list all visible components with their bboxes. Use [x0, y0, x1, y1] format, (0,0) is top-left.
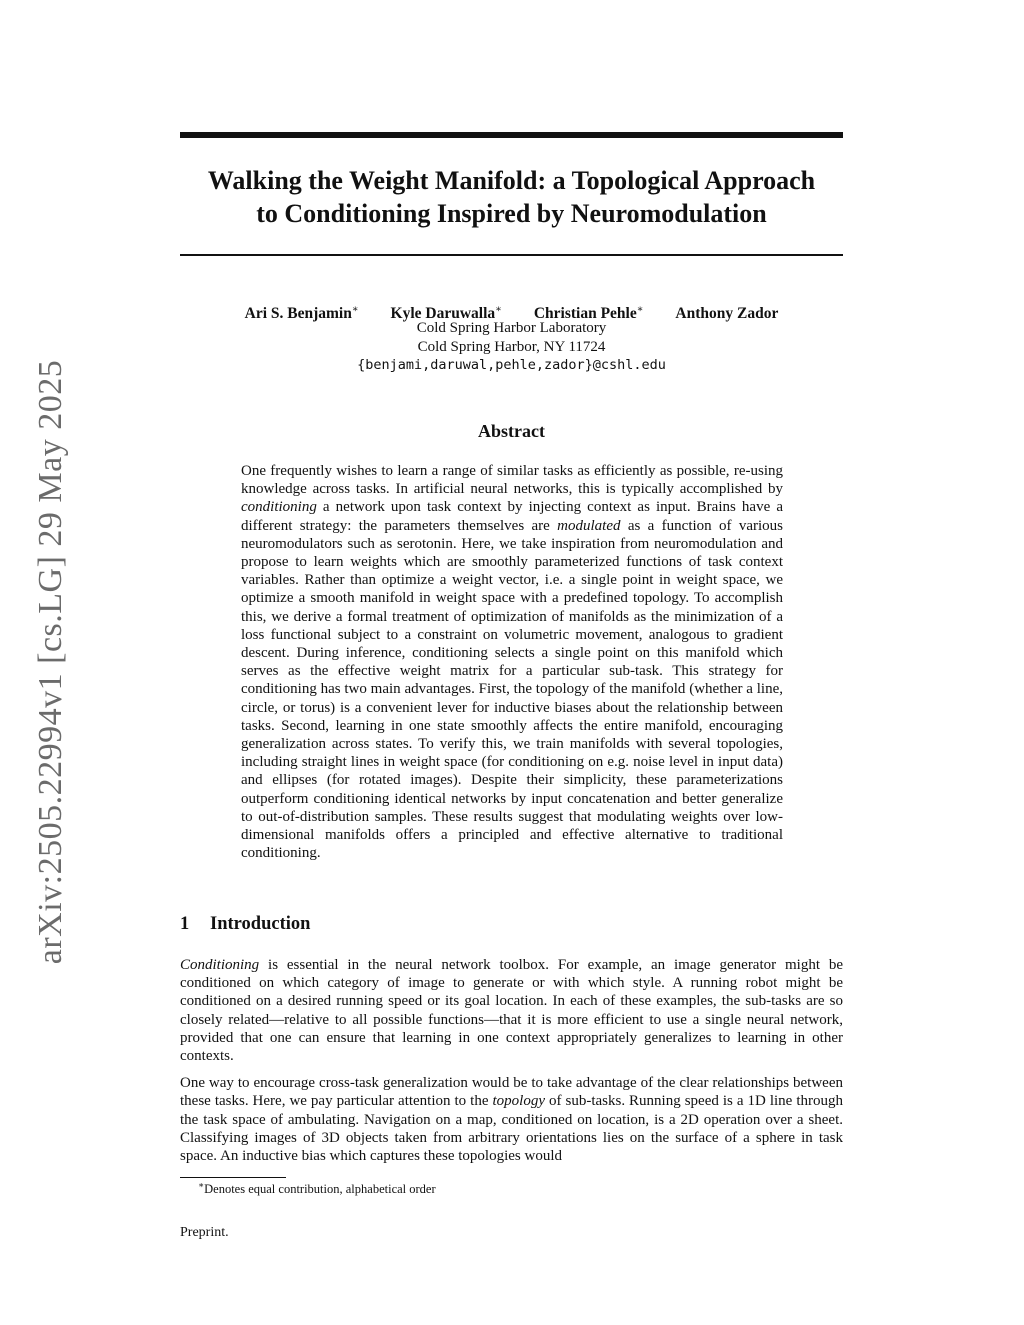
- equal-contribution-mark: ∗: [495, 304, 502, 315]
- text-span: as a function of various neuromodulators such as serotonin. Here, we take inspiration from neuromodulation and propose to learn weights which are smoothly parameterized functions of task context variables. Rather than optimize a weight vector, i.e. a single point in weight space, we optimize a smooth manifold in weight space with a predefined topology. To accomplish this, we derive a formal treatment of optimization of manifolds as the minimization of a loss functional subject to a constraint on volumetric movement, analogous to gradient descent. During inference, conditioning selects a single point on this manifold which serves as the effective weight matrix for a particular sub-task. This strategy for conditioning has two main advantages. First, the topology of the manifold (whether a line, circle, or torus) is a convenient lever for inductive biases about the relationship between tasks. Second, learning in one state smoothly affects the entire manifold, encouraging generalization across states. To verify this, we train manifolds with several topologies, including straight lines in weight space (for conditioning on e.g. noise level in input data) and ellipses (for rotated images). Despite their simplicity, these parameterizations outperform conditioning identical networks by input concatenation and better generalize to out-of-distribution samples. These results suggest that modulating weights over low-dimensional manifolds offers a principled and effective alternative to traditional conditioning.: [241, 517, 783, 862]
- title-top-rule: [180, 132, 843, 138]
- title-bottom-rule: [180, 254, 843, 256]
- introduction-body: [180, 956, 843, 1174]
- text-span: of sub-tasks. Running speed is a 1D line through the task space of ambulating. Navigation on a map, conditioned on location, is a 2D operation over a sheet. Classifying images of 3D objects taken from arbitrary orientations lies on the surface of a sphere in task space. An inductive bias which captures these topologies would: [180, 1093, 843, 1165]
- abstract-paragraph: [241, 462, 783, 862]
- section-number: 1: [180, 914, 190, 934]
- address: Cold Spring Harbor, NY 11724: [417, 338, 606, 355]
- affiliation-block: [180, 319, 843, 375]
- paper-title: [170, 164, 853, 230]
- author-name: Anthony Zador: [675, 305, 779, 323]
- footnote-text: Denotes equal contribution, alphabetical order: [204, 1182, 436, 1197]
- text-span: a network upon task context by injecting context as input. Brains have a different strategy: the parameters themselves are: [241, 499, 783, 534]
- author-name: Christian Pehle: [533, 305, 637, 323]
- section-title: Introduction: [210, 914, 311, 934]
- emphasis: conditioning: [241, 499, 317, 516]
- text-span: is essential in the neural network toolbox. For example, an image generator might be conditioned on which category of image to generate or with which style. A running robot might be conditioned on a desired running speed or its goal location. In each of these examples, the sub-tasks are so closely related—relative to all possible functions—that it is more efficient to use a single neural network, provided that one can ensure that learning in one context appropriately generalizes to learning in other contexts.: [180, 957, 843, 1065]
- text-span: One frequently wishes to learn a range of similar tasks as efficiently as possible, re-using knowledge across tasks. In artificial neural networks, this is typically accomplished by: [241, 463, 783, 498]
- abstract-body: [241, 462, 783, 862]
- intro-paragraph-1: [180, 956, 843, 1065]
- footnote: [198, 1180, 436, 1197]
- text-span: One way to encourage cross-task generalization would be to take advantage of the clear relationships between these tasks. Here, we pay particular attention to the: [180, 1075, 843, 1110]
- intro-paragraph-2: [180, 1074, 843, 1165]
- arxiv-identifier: arXiv:2505.22994v1 [cs.LG] 29 May 2025: [32, 359, 69, 965]
- footnote-rule: [180, 1177, 286, 1178]
- emphasis: topology: [492, 1093, 545, 1110]
- equal-contribution-mark: ∗: [636, 304, 644, 315]
- institution: Cold Spring Harbor Laboratory: [416, 320, 607, 336]
- title-line-2: to Conditioning Inspired by Neuromodulation: [256, 199, 767, 228]
- emphasis: Conditioning: [180, 957, 260, 973]
- author-name: Kyle Daruwalla: [390, 305, 496, 323]
- section-heading-introduction: [180, 914, 310, 935]
- emphasis: modulated: [557, 517, 621, 534]
- title-line-1: Walking the Weight Manifold: a Topological Approach: [207, 166, 816, 195]
- preprint-label: Preprint.: [180, 1225, 229, 1240]
- author-name: Ari S. Benjamin: [244, 305, 352, 323]
- abstract-heading: Abstract: [478, 421, 545, 441]
- equal-contribution-mark: ∗: [351, 304, 359, 315]
- email: {benjami,daruwal,pehle,zador}@cshl.edu: [357, 357, 666, 373]
- footnote-mark: ∗: [198, 1180, 205, 1190]
